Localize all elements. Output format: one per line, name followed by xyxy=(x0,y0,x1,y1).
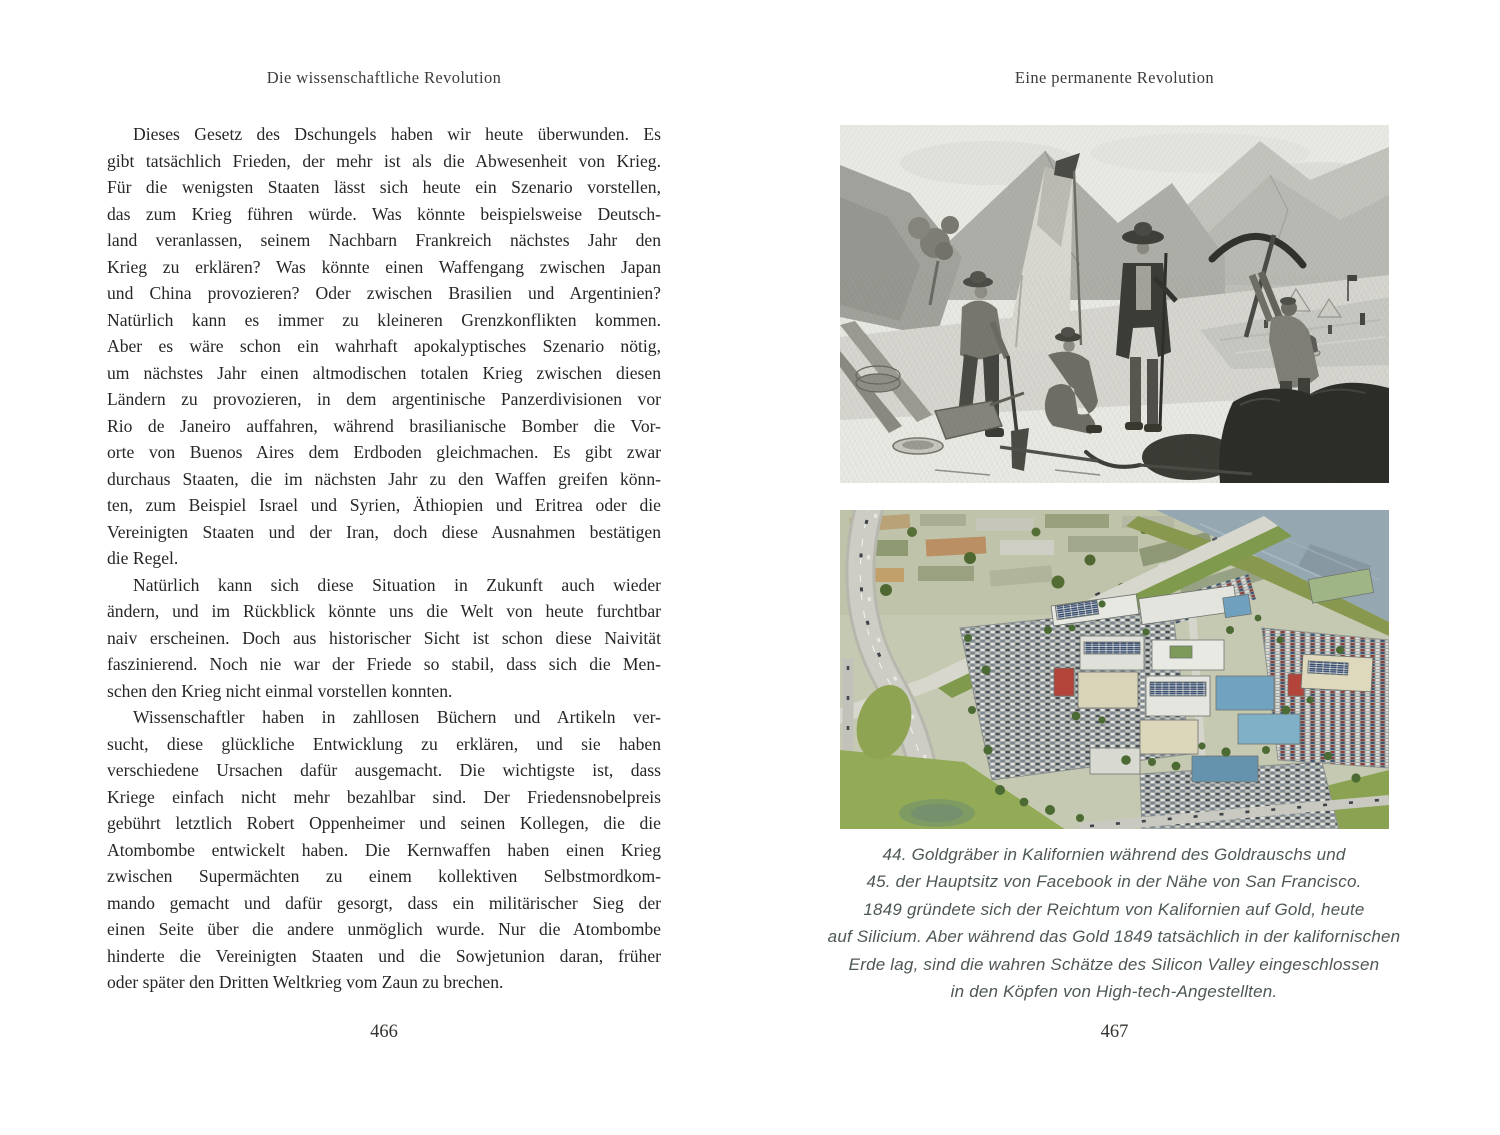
text-line: und China provozieren? Oder zwischen Brasilien und Argentinien? xyxy=(107,283,661,303)
paragraph xyxy=(107,121,661,572)
caption-line: in den Köpfen von High-tech-Angestellten. xyxy=(950,982,1278,1002)
text-line: Natürlich kann sich diese Situation in Zukunft auch wieder xyxy=(133,574,661,595)
text-line: Rio de Janeiro auffahren, während brasilianische Bomber die Vor- xyxy=(107,415,661,436)
text-line: Für die wenigsten Staaten lässt sich heute ein Szenario vorstellen, xyxy=(107,177,661,197)
goldminers-engraving-illustration xyxy=(840,125,1389,483)
text-line: zwischen Supermächten zu einem kollektiven Selbstmordkom- xyxy=(107,866,661,886)
text-line: Krieg zu erklären? Was könnte einen Waffengang zwischen Japan xyxy=(107,256,661,277)
text-line: verschiedene Ursachen dafür ausgemacht. Die wichtigste ist, dass xyxy=(107,760,661,780)
text-line: Kriege einfach nicht mehr bezahlbar sind. Der Friedensnobelpreis xyxy=(107,786,661,807)
text-line: ändern, und im Rückblick könnte uns die Welt von heute furchtbar xyxy=(107,601,661,621)
text-line: orte von Buenos Aires dem Erdboden gleichmachen. Es gibt zwar xyxy=(107,442,661,462)
text-line: hinderte die Vereinigten Staaten und die Sowjetunion daran, früher xyxy=(107,945,661,966)
text-line: oder später den Dritten Weltkrieg vom Zaun zu brechen. xyxy=(107,972,504,992)
text-line: Natürlich kann es immer zu kleineren Grenzkonflikten kommen. xyxy=(107,309,661,330)
caption-line: Erde lag, sind die wahren Schätze des Silicon Valley eingeschlossen xyxy=(848,954,1380,974)
text-line: Ländern zu provozieren, in dem argentinische Panzerdivisionen vor xyxy=(107,389,661,409)
book-page-right xyxy=(750,0,1500,1135)
figure-caption xyxy=(784,841,1444,1005)
text-line: Aber es wäre schon ein wahrhaft apokalyptisches Szenario nötig, xyxy=(107,336,661,356)
text-line: durchaus Staaten, die im nächsten Jahr zu den Waffen greifen könn- xyxy=(107,468,661,489)
text-line: um nächstes Jahr einen altmodischen totalen Krieg zwischen diesen xyxy=(107,362,661,383)
text-line: die Regel. xyxy=(107,548,179,568)
text-line: ten, zum Beispiel Israel und Syrien, Äthiopien und Eritrea oder die xyxy=(107,495,661,515)
caption-line: 44. Goldgräber in Kalifornien während des Goldrauschs und xyxy=(882,845,1346,864)
text-line: Wissenschaftler haben in zahllosen Büchern und Artikeln ver- xyxy=(133,707,661,727)
text-line: schen den Krieg nicht einmal vorstellen konnten. xyxy=(107,680,453,701)
text-line: faszinierend. Noch nie war der Friede so stabil, dass sich die Men- xyxy=(107,654,661,674)
text-line: gibt tatsächlich Frieden, der mehr ist als die Abwesenheit von Krieg. xyxy=(107,150,661,171)
text-line: das zum Krieg führen würde. Was könnte beispielsweise Deutsch- xyxy=(107,203,661,224)
figure-44-goldminers-engraving xyxy=(840,125,1389,483)
paragraph xyxy=(107,572,661,705)
running-head-left: Die wissenschaftliche Revolution xyxy=(266,68,502,87)
caption-line: auf Silicium. Aber während das Gold 1849 tatsächlich in der kalifornischen xyxy=(827,927,1401,947)
caption-line: 45. der Hauptsitz von Facebook in der Nähe von San Francisco. xyxy=(866,872,1362,892)
page-number-right: 467 xyxy=(1100,1022,1129,1042)
text-line: gebührt letztlich Robert Oppenheimer und seinen Kollegen, die die xyxy=(107,813,661,833)
paragraph xyxy=(107,704,661,996)
figure-45-facebook-aerial xyxy=(840,510,1389,829)
facebook-aerial-illustration xyxy=(840,510,1389,829)
text-line: land veranlassen, seinem Nachbarn Frankreich nächstes Jahr den xyxy=(107,230,661,250)
running-head-right: Eine permanente Revolution xyxy=(1014,68,1215,87)
page-number-left: 466 xyxy=(370,1022,398,1042)
text-line: Dieses Gesetz des Dschungels haben wir heute überwunden. Es xyxy=(133,124,661,144)
caption-line: 1849 gründete sich der Reichtum von Kalifornien auf Gold, heute xyxy=(863,899,1365,919)
text-line: Vereinigten Staaten und der Iran, doch diese Ausnahmen bestätigen xyxy=(107,521,661,542)
text-line: Atombombe entwickelt haben. Die Kernwaffen haben einen Krieg xyxy=(107,839,661,860)
text-line: sucht, diese glückliche Entwicklung zu erklären, und sie haben xyxy=(107,733,661,754)
text-line: mando gemacht und dafür gesorgt, dass ein militärischer Sieg der xyxy=(107,892,661,913)
body-text xyxy=(107,121,661,996)
text-line: einen Seite über die andere unmöglich wurde. Nur die Atombombe xyxy=(107,919,661,939)
text-line: naiv erscheinen. Doch aus historischer Sicht ist schon diese Naivität xyxy=(107,627,661,648)
